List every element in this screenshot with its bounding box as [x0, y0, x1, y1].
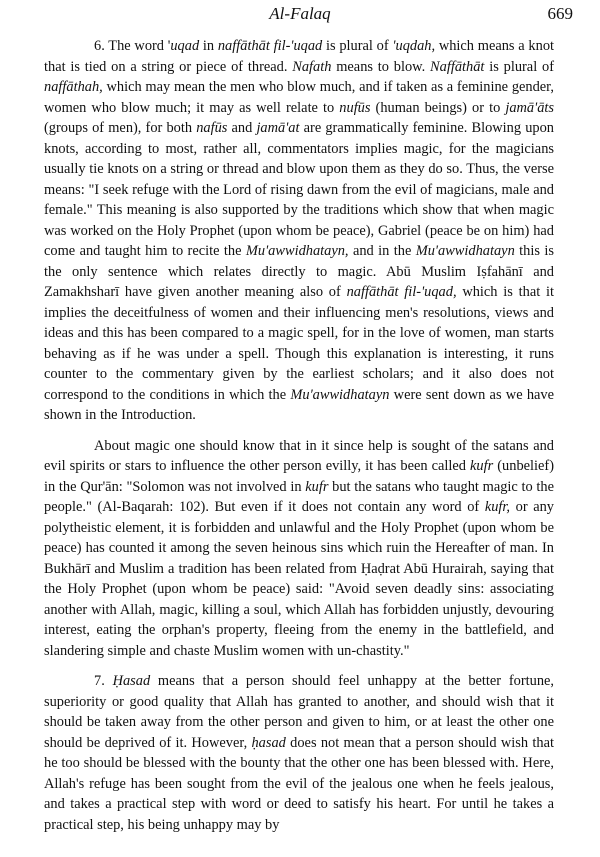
- running-title: Al-Falaq: [269, 4, 331, 23]
- text-run: does not mean that a person should wish that he too should be blessed with the bounty that the other one has been blessed with. Here, Allah's refuge has been sought from the evil of the jealous one when he feels jealous, and takes a practical step with word or deed to satisfy his heart. For until he takes a practical step, his being unhappy may by: [44, 734, 554, 833]
- text-run: which means a knot that is tied on a string or piece of thread.: [44, 38, 555, 75]
- italic-term: Naffāthāt: [430, 58, 485, 75]
- text-run: is plural of: [322, 38, 393, 54]
- text-run: About magic one should know that in it since help is sought of the satans and evil spirits or stars to influence the other person evilly, it has been called: [44, 437, 554, 474]
- italic-term: Nafath: [292, 58, 332, 75]
- italic-term: Mu'awwidhatayn: [415, 243, 515, 259]
- italic-term: nufūs: [339, 99, 371, 116]
- text-run: or any polytheistic element, it is forbidden and unlawful and the Holy Prophet (upon whom be peace) has counted it among the seven heinous sins which ruin the Hereafter of man. In Bukhārī and Muslim a tradition has been related from Ḥaḍrat Abū Hurairah, saying that the Holy Prophet (upon whom be peace) said: "Avoid seven deadly sins: associating another with Allah, magic, killing a soul, which Allah has forbidden unjustly, devouring interest, eating the orphan's property, fleeing from the enemy in the battlefield, and slandering simple and chaste Muslim women with un-chastity.": [44, 499, 554, 659]
- italic-term: Mu'awwidhatayn,: [245, 243, 349, 259]
- text-run: (groups of men), for both: [44, 120, 197, 136]
- paragraph-note-6: [44, 36, 554, 426]
- page-body: [44, 36, 554, 835]
- italic-term: 'uqdah,: [392, 38, 436, 54]
- italic-term: Ḥasad: [112, 673, 151, 689]
- text-run: means to blow.: [331, 58, 431, 75]
- italic-term: uqad: [170, 38, 200, 54]
- italic-term: nafūs: [196, 120, 228, 136]
- text-run: but the satans who taught magic to the people." (Al-Baqarah: 102). But even if it does not contain any word of: [44, 478, 554, 515]
- italic-term: naffāthah,: [44, 79, 103, 95]
- italic-term: naffāthāt fil-'uqad,: [346, 284, 457, 300]
- italic-term: kufr: [470, 458, 494, 474]
- text-run: in: [199, 38, 218, 54]
- text-run: (unbelief) in the Qur'ān: "Solomon was not involved in: [44, 458, 554, 495]
- text-run: 6. The word ': [94, 38, 171, 54]
- text-run: 7.: [94, 673, 113, 689]
- text-run: and: [227, 120, 257, 136]
- italic-term: naffāthāt fil-'uqad: [217, 38, 323, 54]
- italic-term: kufr: [305, 478, 329, 495]
- text-run: which is that it implies the deceitfulness of women and their influencing men's resolutions, views and ideas and this has been compared to a magic spell, for in the love of women, man starts behaving as if he was under a spell. Though this explanation is interesting, it runs counter to the commentary given by the earliest scholars; and it also does not correspond to the conditions in which the: [44, 284, 555, 403]
- italic-term: Mu'awwidhatayn: [290, 386, 390, 403]
- italic-term: jamā'at: [256, 120, 300, 136]
- italic-term: jamā'āts: [505, 99, 554, 116]
- text-run: means that a person should feel unhappy at the better fortune, superiority or good quality that Allah has granted to another, and should wish that it should be taken away from the other person and given to him, or at least the other one should be deprived of it. However,: [44, 673, 554, 751]
- page-header: [0, 2, 600, 28]
- text-run: were sent down as we have shown in the Introduction.: [44, 386, 555, 423]
- paragraph-magic: [44, 436, 554, 662]
- page-number: 669: [547, 4, 573, 23]
- paragraph-note-7: [44, 671, 554, 835]
- italic-term: ḥasad: [251, 734, 286, 751]
- text-run: which may mean the men who blow much, and if taken as a feminine gender, women who blow much; it may as well relate to: [44, 79, 554, 116]
- text-run: is plural of: [484, 58, 554, 75]
- text-run: are grammatically feminine. Blowing upon knots, according to most, rather all, commentators implies magic, for the magicians usually tie knots on a string or thread and blow upon them as they do so. Thus, the verse means: "I seek refuge with the Lord of rising dawn from the evil of magicians, male and female." This meaning is also supported by the traditions which show that when magic was worked on the Holy Prophet (upon whom be peace), Gabriel (peace be on him) had come and taught him to recite the: [44, 120, 554, 259]
- text-run: this is the only sentence which relates directly to magic. Abū Muslim Iṣfahānī and Zamakhsharī have given another meaning also of: [44, 243, 554, 300]
- text-run: and in the: [348, 243, 416, 259]
- text-run: (human beings) or to: [370, 99, 506, 116]
- italic-term: kufr,: [484, 499, 511, 515]
